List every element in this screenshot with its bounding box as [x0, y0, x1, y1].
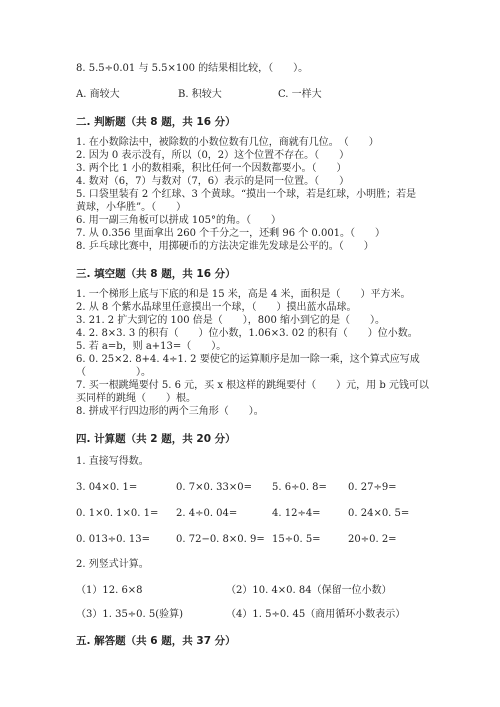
- judge-line: 7. 从 0.356 里面拿出 260 个千分之一，还剩 96 个 0.001。（ ）: [76, 228, 386, 239]
- judge-line: 1. 在小数除法中，被除数的小数位数有几位，商就有几位。 （ ）: [76, 137, 379, 148]
- vertical-calc-item: （1）12. 6×8: [76, 585, 143, 596]
- section-4-title: 四. 计算题（共 2 题，共 20 分）: [76, 433, 236, 445]
- option-b: B. 积较大: [178, 89, 222, 100]
- vertical-calc-item: （3）1. 35÷0. 5(验算): [76, 609, 184, 620]
- calc-sub1: 1. 直接写得数。: [76, 456, 149, 467]
- judge-line: 5. 口袋里装有 2 个红球、3 个黄球。“摸出一个球，若是红球，小明胜；若是: [76, 189, 417, 200]
- fill-line: 7. 买一根跳绳要付 5. 6 元，买 x 根这样的跳绳要付（ ）元，用 b 元钱可以: [76, 380, 429, 391]
- calc-cell: 0. 72−0. 8×0. 9=: [176, 534, 265, 545]
- calc-cell: 3. 04×0. 1=: [76, 482, 138, 493]
- fill-line: （ ）。: [76, 367, 151, 378]
- section-3-title: 三. 填空题（共 8 题，共 16 分）: [76, 268, 236, 280]
- calc-cell: 0. 27÷9=: [348, 482, 397, 493]
- option-a: A. 商较大: [76, 89, 120, 100]
- fill-line: 买同样的跳绳（ ）根。: [76, 393, 196, 404]
- section-5-title: 五. 解答题（共 6 题，共 37 分）: [76, 635, 236, 647]
- calc-cell: 5. 6÷0. 8=: [272, 482, 327, 493]
- judge-line: 黄球，小华胜”。（ ）: [76, 202, 187, 213]
- calc-cell: 15÷0. 5=: [272, 534, 321, 545]
- fill-line: 6. 0. 25×2. 8+4. 4÷1. 2 要使它的运算顺序是加一除一乘，这个算式应写成: [76, 354, 420, 365]
- calc-cell: 4. 12÷4=: [272, 508, 321, 519]
- fill-line: 1. 一个梯形上底与下底的和是 15 米，高是 4 米，面积是（ ）平方米。: [76, 289, 411, 300]
- fill-line: 3. 21. 2 扩大到它的 100 倍是（ ），800 缩小到它的是（ ）。: [76, 315, 386, 326]
- judge-line: 3. 两个比 1 小的数相乘，积比任何一个因数都要小。（ ）: [76, 163, 347, 174]
- judge-line: 8. 乒乓球比赛中，用掷硬币的方法决定谁先发球是公平的。（ ）: [76, 241, 374, 252]
- fill-line: 5. 若 a=b，则 a+13=（ ）。: [76, 341, 227, 352]
- calc-cell: 2. 4÷0. 04=: [176, 508, 238, 519]
- question-8-stem: 8. 5.5÷0.01 与 5.5×100 的结果相比较，（ ）。: [76, 63, 309, 74]
- option-c: C. 一样大: [278, 89, 322, 100]
- judge-line: 4. 数对（6，7）与数对（7，6）表示的是同一位置。（ ）: [76, 176, 350, 187]
- fill-line: 2. 从 8 个紫水晶球里任意摸出一个球，（ ）摸出蓝水晶球。: [76, 302, 357, 313]
- calc-cell: 0. 1×0. 1×0. 1=: [76, 508, 159, 519]
- calc-cell: 20÷0. 2=: [348, 534, 397, 545]
- fill-line: 8. 拼成平行四边形的两个三角形（ ）。: [76, 406, 264, 417]
- vertical-calc-item: （2）10. 4×0. 84（保留一位小数）: [226, 585, 392, 596]
- calc-sub2: 2. 列竖式计算。: [76, 559, 149, 570]
- section-2-title: 二. 判断题（共 8 题，共 16 分）: [76, 116, 236, 128]
- calc-cell: 0. 013÷0. 13=: [76, 534, 151, 545]
- judge-line: 2. 因为 0 表示没有，所以（0，2）这个位置不存在。（ ）: [76, 150, 350, 161]
- judge-line: 6. 用一副三角板可以拼成 105°的角。（ ）: [76, 215, 281, 226]
- fill-line: 4. 2. 8×3. 3 的积有（ ）位小数，1.06×3. 02 的积有（ ）位小数。: [76, 328, 418, 339]
- vertical-calc-item: （4）1. 5÷0. 45（商用循环小数表示）: [226, 609, 406, 620]
- calc-cell: 0. 7×0. 33×0=: [176, 482, 253, 493]
- calc-cell: 0. 24×0. 5=: [348, 508, 410, 519]
